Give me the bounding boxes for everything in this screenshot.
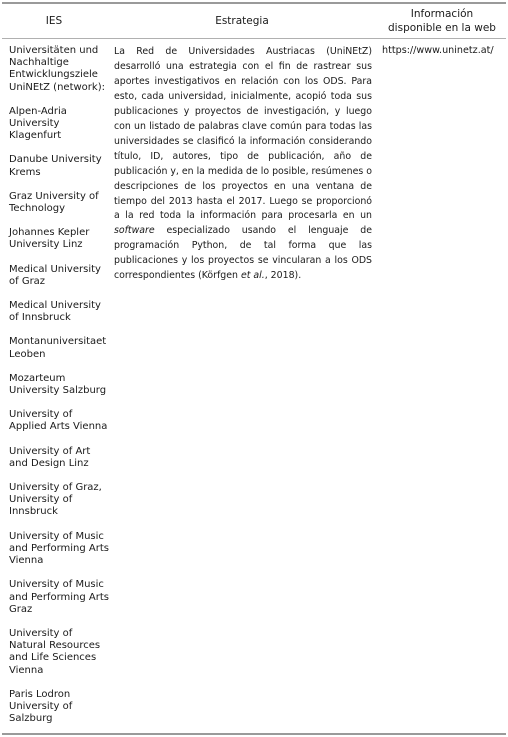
institution-item: Graz University of Technology [9, 190, 99, 215]
strategy-etal-italic: et al. [240, 270, 265, 282]
institution-item: Medical University of Innsbruck [9, 300, 101, 324]
institution-item: University of Natural Resources and Life Sciences Vienna [9, 627, 101, 676]
ies-column [9, 45, 109, 737]
header-strategy [108, 4, 376, 38]
header-info [378, 4, 506, 38]
institution-item: Universitäten und Nachhaltige Entwicklungsziele UniNEtZ (network): [9, 45, 105, 93]
institution-item: University of Music and Performing Arts Graz [9, 579, 109, 615]
institution-item: Medical University of Graz [9, 263, 101, 287]
strategy-text [114, 45, 372, 284]
header-ies [4, 4, 104, 38]
institution-item: University of Music and Performing Arts Vienna [9, 530, 109, 567]
header-info-label [388, 7, 496, 35]
table-bottom-rule [2, 733, 506, 735]
strategy-part2: especializado usando el lenguaje de programación Python, de tal forma que las publicaciones y los proyectos se vincularan a los ODS correspondientes (Körfgen [114, 225, 372, 282]
institution-item: University of Applied Arts Vienna [9, 409, 108, 433]
header-info-line1: Información [410, 8, 474, 20]
header-rule [2, 38, 506, 39]
strategy-part3: , 2018). [264, 270, 302, 282]
header-info-line2: disponible en la web [388, 22, 496, 34]
institution-item: Mozarteum University Salzburg [9, 372, 107, 397]
url-cell [382, 45, 506, 57]
website-url: https://www.uninetz.at/ [382, 45, 494, 56]
institution-item: Paris Lodron University of Salzburg [9, 688, 73, 725]
header-strategy-label: Estrategia [215, 15, 269, 27]
institution-item: Johannes Kepler University Linz [9, 227, 90, 251]
institution-item: University of Graz, University of Innsbruck [9, 482, 102, 518]
header-ies-label: IES [45, 15, 63, 27]
strategy-software-italic: software [114, 225, 155, 237]
institution-item: Montanuniversitaet Leoben [9, 336, 107, 360]
institution-item: Alpen-Adria University Klagenfurt [9, 105, 67, 142]
institution-item: University of Art and Design Linz [9, 445, 91, 469]
institution-item: Danube University Krems [9, 154, 102, 178]
strategy-part1: La Red de Universidades Austriacas (UniNEtZ) desarrolló una estrategia con el fin de rastrear sus aportes investigativos en relación con los ODS. Para esto, cada universidad, inicialmente, acopió toda sus publicaciones y proyectos de investigación, y luego con un listado de palabras clave común para todas las universidades se clasificó la información considerando título, ID, autores, tipo de publicación, año de publicación y, en la medida de lo posible, resúmenes o descripciones de los proyectos en una ventana de tiempo del 2013 hasta el 2017. Luego se proporcionó a la red toda la información para procesarla en un [114, 46, 372, 222]
